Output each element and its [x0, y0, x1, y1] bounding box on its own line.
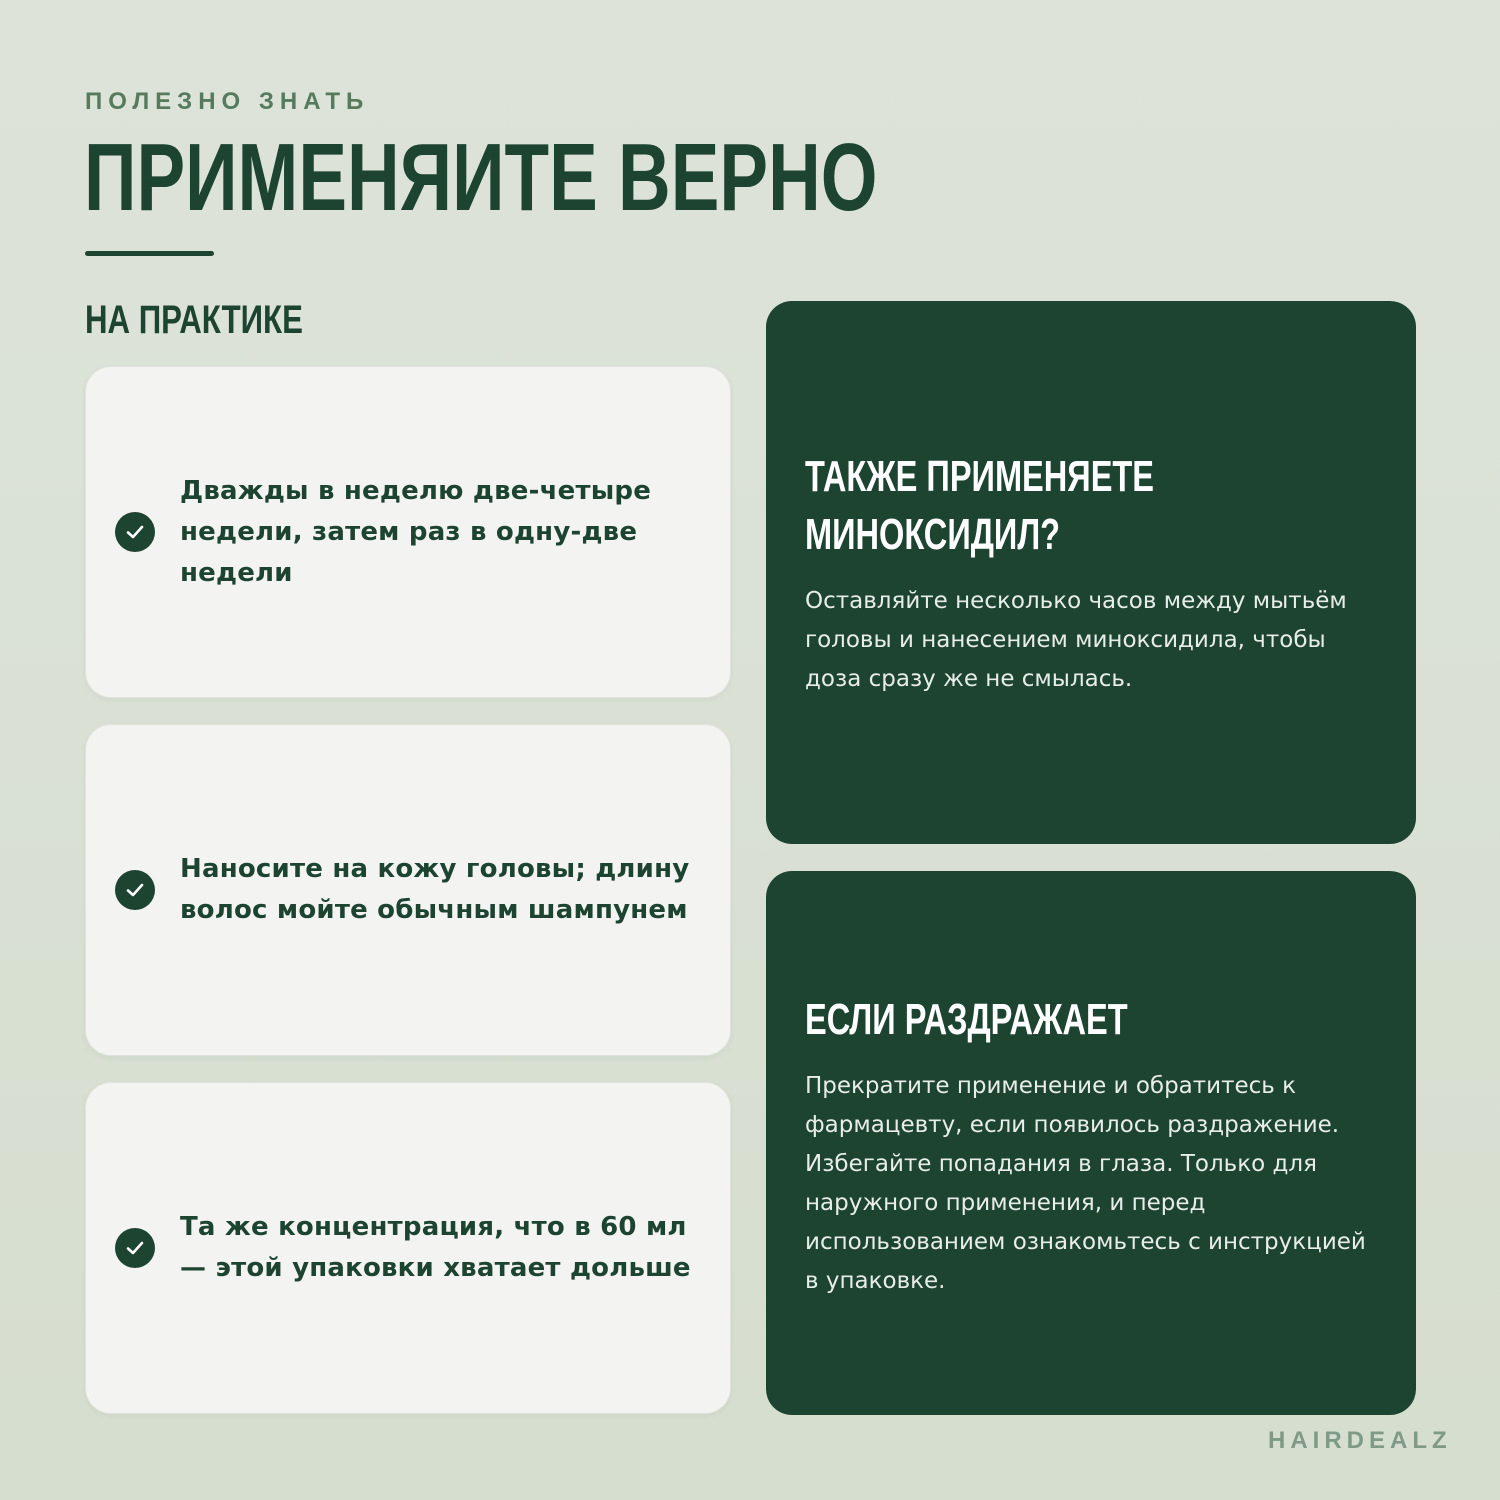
practice-heading: НА ПРАКТИКЕ: [85, 298, 303, 342]
practice-card: [85, 1082, 731, 1414]
check-circle-icon: [115, 1228, 155, 1268]
practice-card-text: Наносите на кожу головы; длину волос мойте обычным шампунем: [180, 854, 690, 925]
irritation-panel-title: ЕСЛИ РАЗДРАЖАЕТ: [805, 995, 1128, 1044]
brand-logo: HAIRDEALZ: [1268, 1427, 1452, 1454]
check-circle-icon: [115, 870, 155, 910]
title-underline: [85, 251, 214, 256]
practice-card: [85, 366, 731, 698]
minoxidil-panel-title: ТАКЖЕ ПРИМЕНЯЕТЕ МИНОКСИДИЛ?: [805, 452, 1155, 559]
irritation-panel: [766, 871, 1416, 1415]
check-circle-icon: [115, 512, 155, 552]
practice-card-text: Та же концентрация, что в 60 мл — этой упаковки хватает дольше: [180, 1212, 691, 1283]
practice-card: [85, 724, 731, 1056]
minoxidil-panel-body: Оставляйте несколько часов между мытьём головы и нанесением миноксидила, чтобы доза сразу же не смылась.: [805, 588, 1347, 692]
practice-card-text: Дважды в неделю две-четыре недели, затем раз в одну-две недели: [180, 475, 652, 588]
page-title: ПРИМЕНЯИТЕ ВЕРНО: [84, 124, 878, 231]
irritation-panel-body: Прекратите применение и обратитесь к фармацевту, если появилось раздражение. Избегайте попадания в глаза. Только для наружного применения, и перед использованием ознакомьтесь с инструкцией в упаковке.: [805, 1073, 1366, 1294]
eyebrow-label: ПОЛЕЗНО ЗНАТЬ: [85, 88, 370, 115]
minoxidil-panel: [766, 301, 1416, 844]
